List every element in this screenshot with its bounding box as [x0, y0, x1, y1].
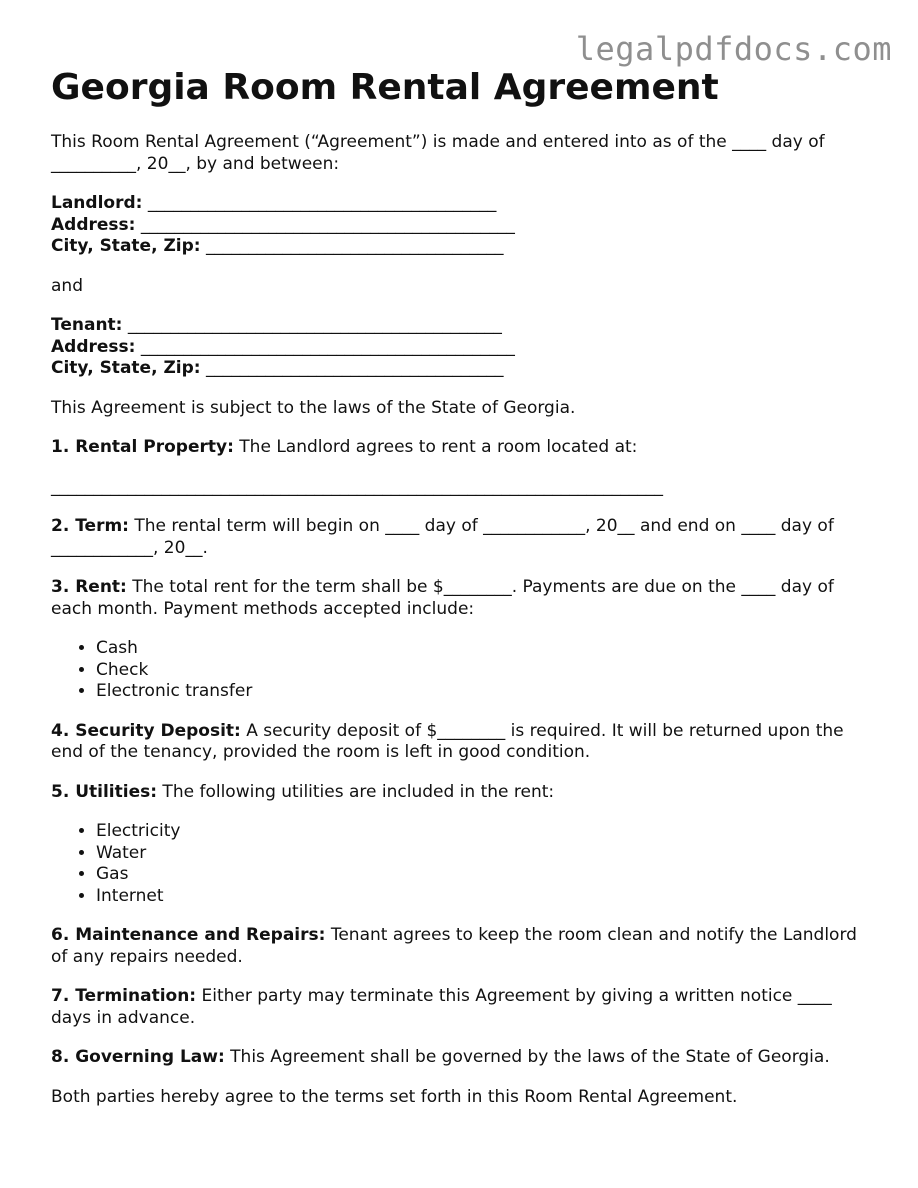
landlord-label: Landlord: [51, 193, 143, 213]
section-governing-law [51, 1047, 866, 1069]
section-8-text: This Agreement shall be governed by the laws of the State of Georgia. [224, 1047, 830, 1067]
landlord-city-blank: ___________________________________ [200, 236, 504, 256]
landlord-name-line [51, 193, 866, 215]
tenant-address-label: Address: [51, 336, 136, 357]
tenant-blank: ____________________________________________ [122, 315, 502, 335]
tenant-label: Tenant: [51, 315, 123, 335]
section-1-heading: 1. Rental Property: [51, 437, 234, 457]
section-security-deposit [51, 721, 866, 764]
intro-paragraph: This Room Rental Agreement (“Agreement”) is made and entered into as of the ____ day of __________, 20__, by and between: [51, 132, 825, 174]
watermark: legalpdfdocs.com [575, 30, 892, 68]
tenant-city-line [51, 358, 866, 380]
section-maintenance [51, 925, 866, 968]
tenant-city-blank: ___________________________________ [200, 358, 504, 378]
list-item: • Cash [96, 638, 866, 660]
section-termination [51, 986, 866, 1029]
tenant-address-line [51, 337, 866, 359]
section-3-heading: 3. Rent: [51, 577, 127, 597]
payment-methods-list [51, 638, 866, 703]
landlord-address-label: Address: [51, 214, 136, 235]
section-utilities [51, 782, 866, 804]
section-4-heading: 4. Security Deposit: [51, 720, 241, 741]
section-1-text: The Landlord agrees to rent a room located at: [233, 437, 638, 457]
section-rent [51, 577, 866, 620]
and-text: and [51, 275, 83, 296]
list-item: • Electronic transfer [96, 681, 866, 703]
landlord-city-label: City, State, Zip: [51, 236, 201, 256]
section-7-text: Either party may terminate this Agreement by giving a written notice ____ days in advance. [51, 986, 832, 1028]
closing-paragraph: Both parties hereby agree to the terms set forth in this Room Rental Agreement. [51, 1086, 738, 1107]
landlord-city-line [51, 236, 866, 258]
section-2-text: The rental term will begin on ____ day of ____________, 20__ and end on ____ day of ____________, 20__. [51, 516, 834, 558]
landlord-address-blank: ____________________________________________ [135, 214, 515, 235]
document-title: Georgia Room Rental Agreement [51, 67, 719, 108]
section-8-heading: 8. Governing Law: [51, 1047, 225, 1067]
tenant-address-blank: ____________________________________________ [135, 336, 515, 357]
list-item: • Internet [96, 886, 866, 908]
utilities-list [51, 821, 866, 907]
section-rental-property [51, 437, 866, 459]
document-page [51, 68, 866, 1108]
section-6-heading: 6. Maintenance and Repairs: [51, 925, 326, 945]
list-item: • Check [96, 660, 866, 682]
list-item: • Water [96, 843, 866, 865]
tenant-city-label: City, State, Zip: [51, 358, 201, 378]
tenant-block [51, 315, 866, 380]
section-6-text: Tenant agrees to keep the room clean and notify the Landlord of any repairs needed. [51, 925, 857, 967]
list-item: • Gas [96, 864, 866, 886]
law-note: This Agreement is subject to the laws of the State of Georgia. [51, 397, 576, 418]
tenant-name-line [51, 315, 866, 337]
section-7-heading: 7. Termination: [51, 986, 197, 1006]
property-address-blank: ________________________________________________________________________ [51, 476, 663, 497]
section-5-heading: 5. Utilities: [51, 781, 158, 802]
section-4-text: A security deposit of $________ is required. It will be returned upon the end of the tenancy, provided the room is left in good condition. [51, 720, 844, 762]
section-3-text: The total rent for the term shall be $________. Payments are due on the ____ day of each month. Payment methods accepted include: [51, 577, 834, 619]
list-item: • Electricity [96, 821, 866, 843]
landlord-block [51, 193, 866, 258]
landlord-address-line [51, 215, 866, 237]
landlord-blank: _________________________________________ [142, 193, 497, 213]
section-5-text: The following utilities are included in the rent: [157, 781, 555, 802]
section-2-heading: 2. Term: [51, 516, 129, 536]
section-term [51, 516, 866, 559]
